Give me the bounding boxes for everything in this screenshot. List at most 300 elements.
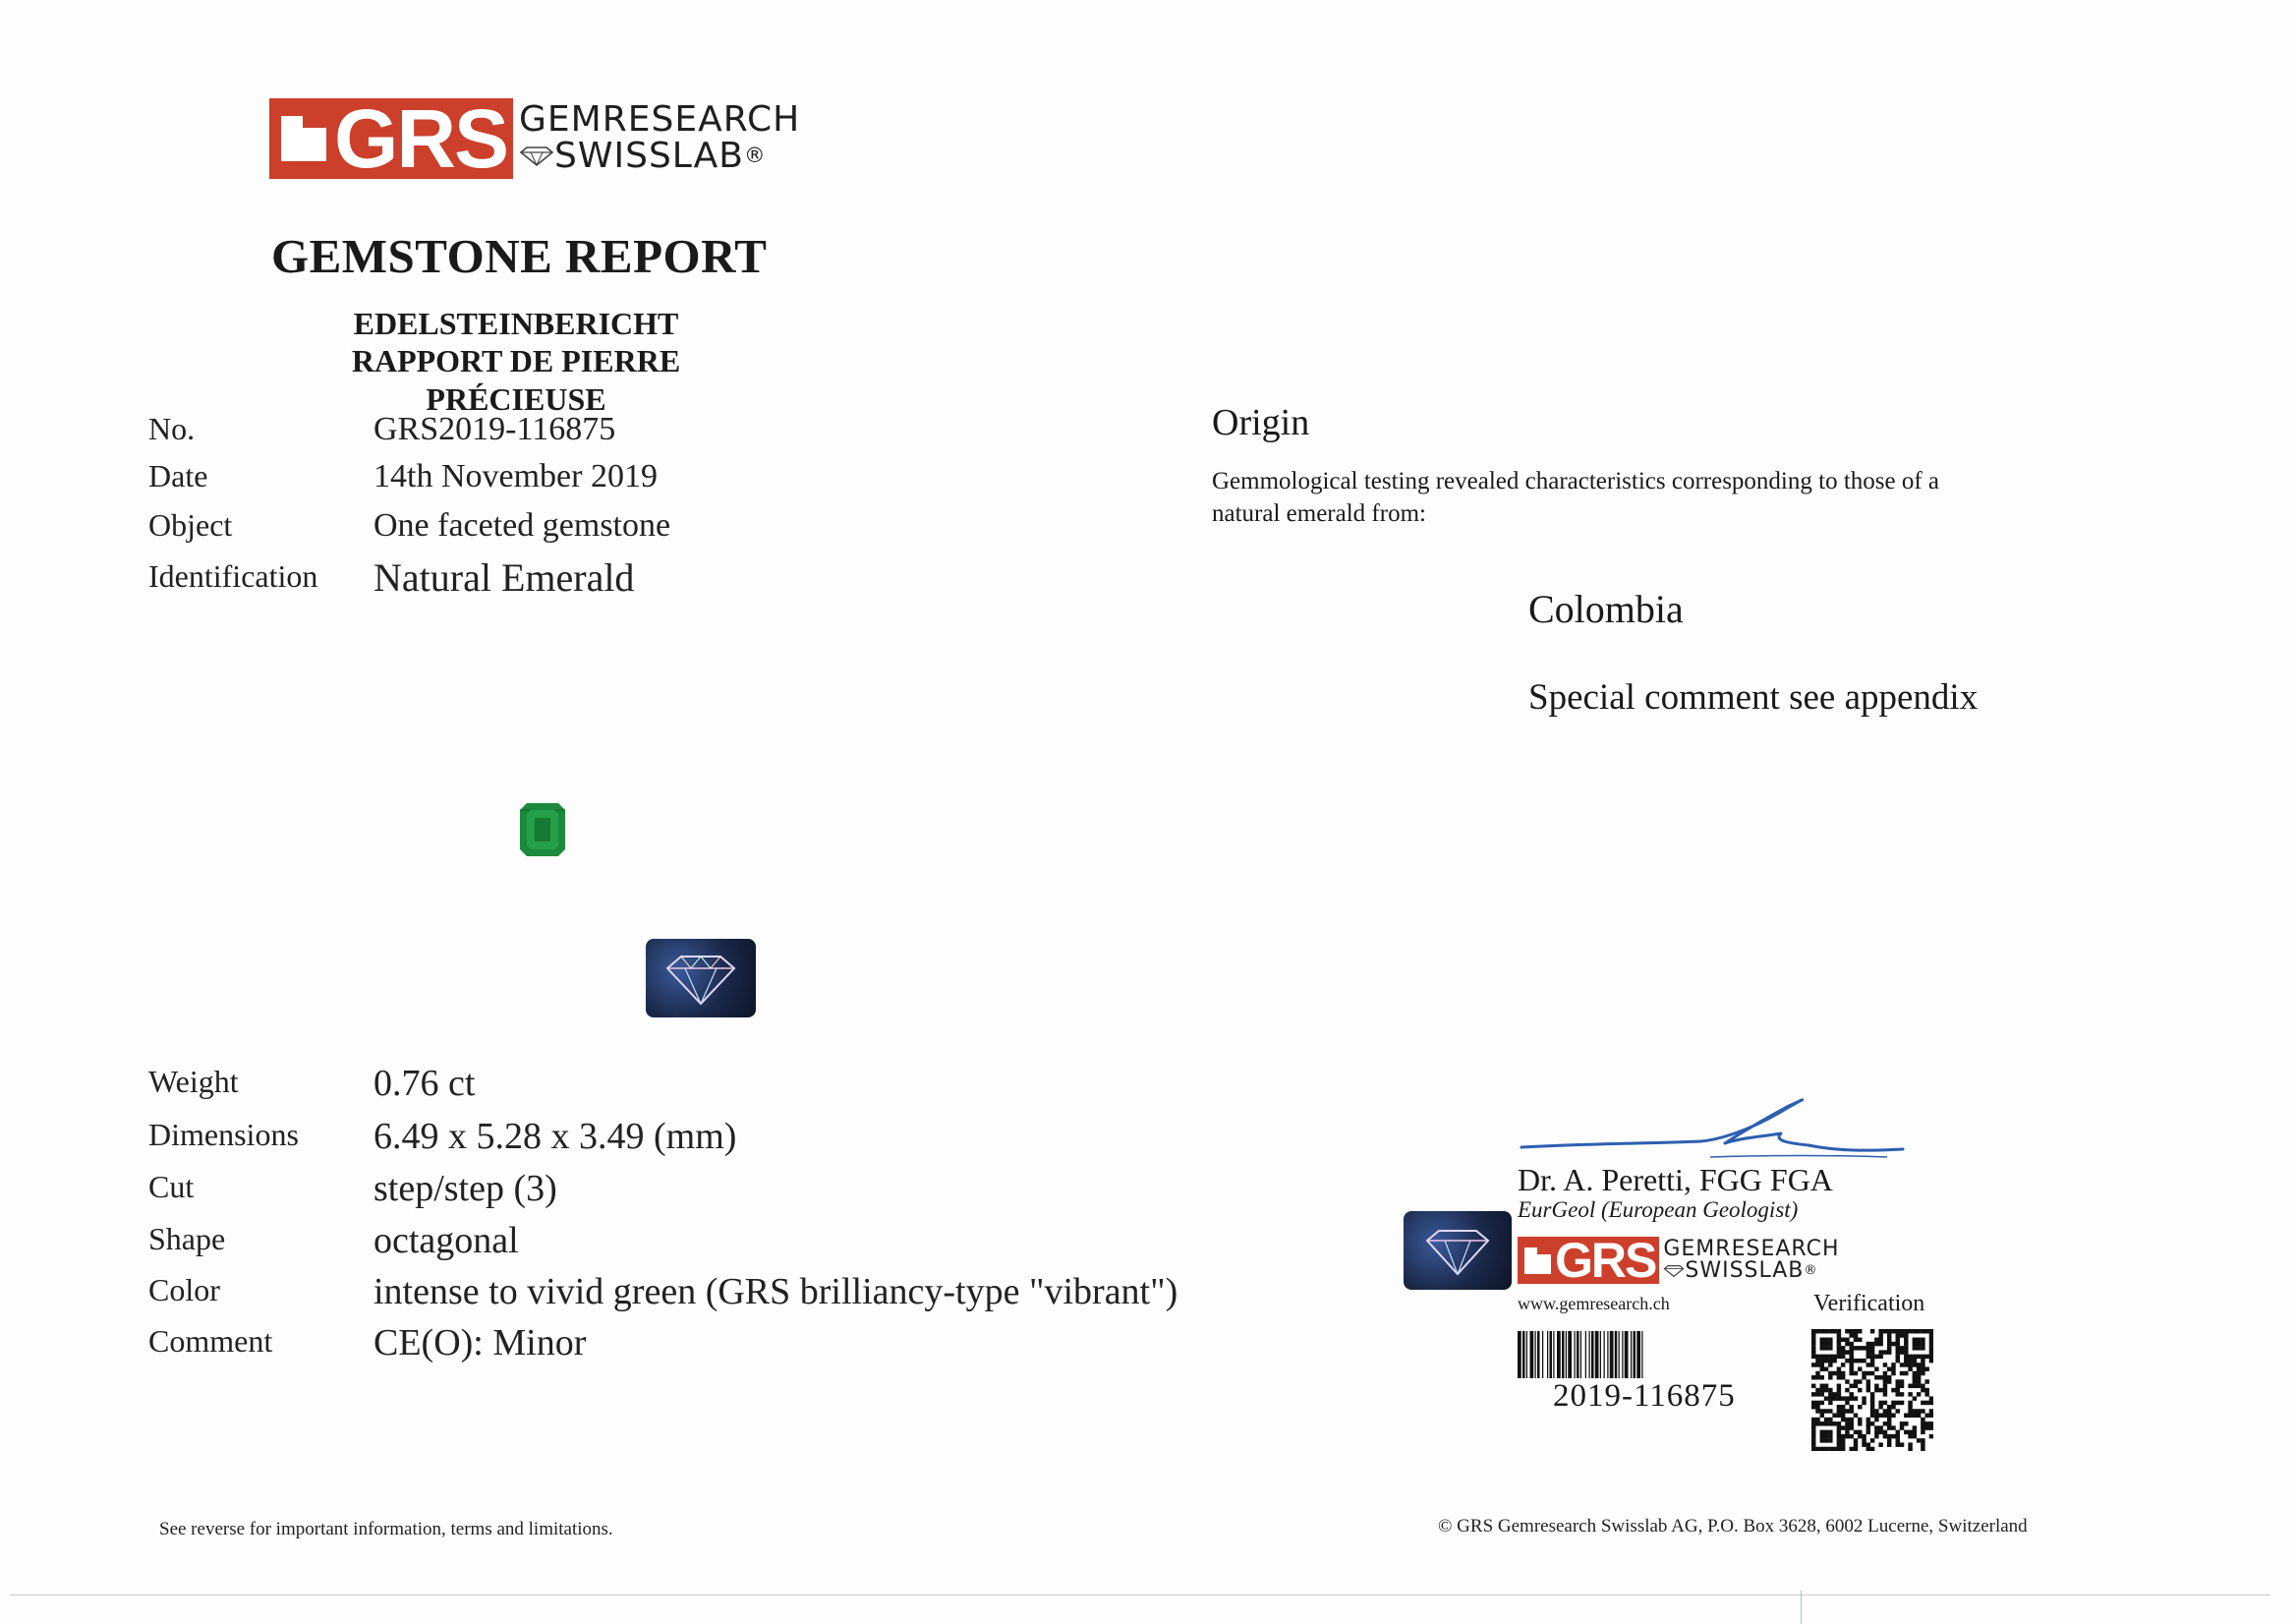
qr-module	[1878, 1405, 1882, 1409]
verification-qr-code[interactable]	[1811, 1329, 1933, 1451]
qr-module	[1874, 1388, 1878, 1392]
qr-module	[1854, 1442, 1858, 1446]
property-value: step/step (3)	[373, 1168, 557, 1209]
qr-module	[1924, 1392, 1928, 1396]
qr-module	[1849, 1418, 1853, 1421]
barcode-bar	[1634, 1331, 1636, 1378]
qr-module	[1866, 1350, 1870, 1354]
qr-module	[1824, 1409, 1828, 1413]
swiss-cross-icon	[1524, 1247, 1551, 1274]
qr-module	[1854, 1333, 1858, 1337]
qr-module	[1837, 1329, 1841, 1333]
grs-logo-words	[519, 99, 801, 176]
qr-module	[1924, 1329, 1928, 1333]
qr-module	[1896, 1401, 1900, 1405]
qr-module	[1837, 1388, 1841, 1392]
qr-module	[1904, 1329, 1908, 1333]
qr-module	[1837, 1355, 1841, 1359]
qr-module	[1811, 1363, 1815, 1366]
barcode-bar	[1518, 1331, 1521, 1378]
qr-module	[1913, 1338, 1917, 1342]
property-value: CE(O): Minor	[373, 1322, 587, 1363]
qr-module	[1921, 1355, 1924, 1359]
qr-module	[1820, 1414, 1824, 1418]
qr-module	[1908, 1442, 1912, 1446]
qr-module	[1904, 1355, 1908, 1359]
qr-module	[1887, 1379, 1891, 1383]
qr-module	[1904, 1346, 1908, 1350]
qr-module	[1929, 1421, 1933, 1425]
qr-module	[1896, 1388, 1900, 1392]
qr-module	[1870, 1371, 1874, 1375]
qr-module	[1820, 1363, 1824, 1366]
qr-module	[1862, 1438, 1866, 1442]
qr-module	[1849, 1405, 1853, 1409]
qr-module	[1908, 1355, 1912, 1359]
qr-module	[1832, 1371, 1836, 1375]
qr-module	[1929, 1425, 1933, 1429]
qr-module	[1904, 1430, 1908, 1434]
swiss-cross-icon	[281, 116, 326, 161]
logo-word-swisslab: SWISSLAB	[1685, 1258, 1805, 1283]
qr-module	[1866, 1384, 1870, 1388]
qr-module	[1878, 1442, 1882, 1446]
qr-module	[1824, 1346, 1828, 1350]
qr-module	[1841, 1425, 1845, 1429]
qr-module	[1891, 1414, 1895, 1418]
qr-module	[1921, 1409, 1924, 1413]
hologram-diamond-icon	[646, 939, 756, 1017]
barcode-bar	[1566, 1331, 1567, 1378]
qr-module	[1811, 1438, 1815, 1442]
qr-module	[1845, 1379, 1849, 1383]
diamond-icon	[1663, 1265, 1685, 1277]
qr-module	[1913, 1396, 1917, 1400]
qr-module	[1811, 1418, 1815, 1421]
qr-module	[1828, 1371, 1832, 1375]
qr-module	[1820, 1438, 1824, 1442]
qr-module	[1866, 1379, 1870, 1383]
property-label: Color	[148, 1272, 220, 1307]
qr-module	[1874, 1418, 1878, 1421]
qr-module	[1837, 1421, 1841, 1425]
qr-module	[1845, 1350, 1849, 1354]
qr-module	[1883, 1379, 1887, 1383]
qr-module	[1837, 1442, 1841, 1446]
qr-module	[1870, 1392, 1874, 1396]
qr-module	[1824, 1418, 1828, 1421]
qr-module	[1887, 1329, 1891, 1333]
qr-module	[1917, 1384, 1921, 1388]
qr-module	[1866, 1355, 1870, 1359]
property-value: octagonal	[373, 1220, 519, 1261]
barcode-bar	[1530, 1331, 1534, 1378]
qr-module	[1896, 1346, 1900, 1350]
qr-module	[1854, 1430, 1858, 1434]
qr-module	[1913, 1430, 1917, 1434]
qr-module	[1870, 1447, 1874, 1451]
qr-module	[1837, 1392, 1841, 1396]
qr-module	[1900, 1401, 1904, 1405]
qr-module	[1837, 1430, 1841, 1434]
qr-module	[1854, 1414, 1858, 1418]
qr-module	[1904, 1414, 1908, 1418]
property-label: Weight	[148, 1064, 239, 1099]
registered-mark: ®	[1804, 1263, 1818, 1279]
qr-module	[1815, 1447, 1819, 1451]
qr-module	[1870, 1346, 1874, 1350]
qr-module	[1891, 1363, 1895, 1366]
qr-module	[1845, 1329, 1849, 1333]
qr-module	[1924, 1355, 1928, 1359]
qr-module	[1896, 1434, 1900, 1438]
qr-module	[1837, 1338, 1841, 1342]
qr-module	[1828, 1421, 1832, 1425]
qr-module	[1820, 1338, 1824, 1342]
qr-module	[1924, 1421, 1928, 1425]
diamond-icon	[519, 146, 554, 166]
qr-module	[1841, 1414, 1845, 1418]
qr-module	[1824, 1384, 1828, 1388]
qr-module	[1828, 1338, 1832, 1342]
barcode-bar	[1641, 1331, 1642, 1378]
qr-module	[1921, 1384, 1924, 1388]
qr-module	[1896, 1338, 1900, 1342]
qr-module	[1908, 1366, 1912, 1370]
qr-module	[1858, 1329, 1862, 1333]
qr-module	[1870, 1414, 1874, 1418]
page-title: GEMSTONE REPORT	[271, 229, 768, 283]
qr-module	[1841, 1418, 1845, 1421]
qr-module	[1832, 1329, 1836, 1333]
qr-module	[1891, 1371, 1895, 1375]
qr-module	[1811, 1392, 1815, 1396]
barcode-bar	[1547, 1331, 1548, 1378]
qr-module	[1815, 1363, 1819, 1366]
barcode-bar	[1607, 1331, 1608, 1378]
qr-module	[1917, 1379, 1921, 1383]
page-subtitles	[265, 305, 767, 418]
qr-module	[1887, 1366, 1891, 1370]
qr-module	[1883, 1371, 1887, 1375]
qr-module	[1883, 1350, 1887, 1354]
qr-module	[1858, 1430, 1862, 1434]
grs-logo-words-small	[1663, 1236, 1840, 1283]
qr-module	[1820, 1342, 1824, 1346]
emerald-photo	[519, 802, 566, 857]
qr-module	[1849, 1366, 1853, 1370]
qr-module	[1811, 1425, 1815, 1429]
qr-module	[1854, 1438, 1858, 1442]
qr-module	[1929, 1414, 1933, 1418]
qr-module	[1896, 1384, 1900, 1388]
qr-module	[1917, 1363, 1921, 1366]
property-value: intense to vivid green (GRS brilliancy-type "vibrant")	[373, 1271, 1178, 1312]
qr-module	[1917, 1375, 1921, 1379]
qr-module	[1913, 1359, 1917, 1363]
qr-module	[1837, 1366, 1841, 1370]
qr-module	[1828, 1355, 1832, 1359]
qr-module	[1908, 1430, 1912, 1434]
qr-module	[1878, 1329, 1882, 1333]
qr-module	[1815, 1401, 1819, 1405]
qr-module	[1832, 1392, 1836, 1396]
footer-copyright: © GRS Gemresearch Swisslab AG, P.O. Box 3628, 6002 Lucerne, Switzerland	[1438, 1516, 2028, 1537]
qr-module	[1874, 1355, 1878, 1359]
qr-module	[1913, 1342, 1917, 1346]
qr-module	[1832, 1421, 1836, 1425]
subtitle-french: RAPPORT DE PIERRE PRÉCIEUSE	[351, 343, 681, 417]
barcode-bar	[1580, 1331, 1581, 1378]
barcode-bar	[1535, 1331, 1536, 1378]
qr-module	[1921, 1363, 1924, 1366]
qr-module	[1921, 1430, 1924, 1434]
qr-module	[1828, 1392, 1832, 1396]
qr-module	[1824, 1338, 1828, 1342]
qr-module	[1832, 1355, 1836, 1359]
qr-module	[1904, 1363, 1908, 1366]
barcode-bar	[1619, 1331, 1620, 1378]
origin-description: Gemmological testing revealed characteristics corresponding to those of a natural emerald from:	[1212, 468, 1940, 527]
qr-module	[1841, 1375, 1845, 1379]
qr-module	[1929, 1359, 1933, 1363]
qr-module	[1896, 1333, 1900, 1337]
qr-module	[1887, 1342, 1891, 1346]
qr-module	[1913, 1409, 1917, 1413]
qr-module	[1837, 1333, 1841, 1337]
barcode-bar	[1636, 1331, 1640, 1378]
qr-module	[1929, 1329, 1933, 1333]
qr-module	[1929, 1409, 1933, 1413]
qr-module	[1921, 1438, 1924, 1442]
qr-module	[1887, 1346, 1891, 1350]
qr-module	[1845, 1396, 1849, 1400]
small-hologram-diamond-icon	[1404, 1211, 1512, 1290]
qr-module	[1908, 1359, 1912, 1363]
qr-module	[1862, 1442, 1866, 1446]
qr-module	[1874, 1342, 1878, 1346]
qr-module	[1862, 1375, 1866, 1379]
qr-module	[1815, 1329, 1819, 1333]
qr-module	[1811, 1442, 1815, 1446]
qr-module	[1883, 1363, 1887, 1366]
signatory-name: Dr. A. Peretti, FGG FGA	[1518, 1162, 1833, 1197]
qr-module	[1896, 1442, 1900, 1446]
qr-module	[1845, 1409, 1849, 1413]
qr-module	[1874, 1375, 1878, 1379]
qr-module	[1841, 1447, 1845, 1451]
qr-module	[1929, 1350, 1933, 1354]
qr-module	[1878, 1401, 1882, 1405]
qr-module	[1837, 1409, 1841, 1413]
qr-module	[1820, 1434, 1824, 1438]
qr-module	[1913, 1371, 1917, 1375]
qr-module	[1858, 1379, 1862, 1383]
qr-module	[1908, 1363, 1912, 1366]
barcode-bar	[1537, 1331, 1540, 1378]
qr-module	[1845, 1430, 1849, 1434]
detail-label: Date	[148, 458, 208, 493]
qr-module	[1891, 1434, 1895, 1438]
qr-module	[1828, 1418, 1832, 1421]
qr-module	[1828, 1342, 1832, 1346]
qr-module	[1845, 1434, 1849, 1438]
barcode-bar	[1600, 1331, 1601, 1378]
verification-label: Verification	[1813, 1291, 1925, 1316]
qr-module	[1837, 1447, 1841, 1451]
qr-module	[1900, 1333, 1904, 1337]
qr-module	[1837, 1346, 1841, 1350]
qr-module	[1891, 1405, 1895, 1409]
qr-module	[1820, 1366, 1824, 1370]
qr-module	[1891, 1401, 1895, 1405]
qr-module	[1845, 1338, 1849, 1342]
qr-module	[1887, 1434, 1891, 1438]
qr-module	[1858, 1338, 1862, 1342]
qr-module	[1824, 1359, 1828, 1363]
qr-module	[1900, 1392, 1904, 1396]
qr-module	[1845, 1418, 1849, 1421]
qr-module	[1841, 1346, 1845, 1350]
qr-module	[1878, 1342, 1882, 1346]
qr-module	[1900, 1442, 1904, 1446]
qr-module	[1891, 1342, 1895, 1346]
qr-module	[1900, 1329, 1904, 1333]
barcode-bar	[1615, 1331, 1618, 1378]
qr-module	[1841, 1434, 1845, 1438]
qr-module	[1858, 1434, 1862, 1438]
barcode-bar	[1575, 1331, 1576, 1378]
qr-module	[1924, 1425, 1928, 1429]
qr-module	[1828, 1401, 1832, 1405]
qr-module	[1828, 1359, 1832, 1363]
qr-module	[1891, 1425, 1895, 1429]
qr-module	[1854, 1396, 1858, 1400]
qr-module	[1900, 1346, 1904, 1350]
qr-module	[1820, 1388, 1824, 1392]
qr-module	[1828, 1363, 1832, 1366]
qr-module	[1904, 1333, 1908, 1337]
qr-module	[1917, 1409, 1921, 1413]
barcode-bar	[1550, 1331, 1553, 1378]
qr-module	[1824, 1366, 1828, 1370]
logo-word-gemresearch: GEMRESEARCH	[1663, 1236, 1840, 1261]
qr-module	[1896, 1409, 1900, 1413]
qr-module	[1837, 1396, 1841, 1400]
qr-module	[1887, 1442, 1891, 1446]
barcode-bar	[1625, 1331, 1629, 1378]
qr-module	[1815, 1418, 1819, 1421]
qr-module	[1815, 1392, 1819, 1396]
qr-module	[1837, 1350, 1841, 1354]
qr-module	[1878, 1425, 1882, 1429]
qr-module	[1815, 1388, 1819, 1392]
qr-module	[1887, 1425, 1891, 1429]
qr-module	[1828, 1434, 1832, 1438]
footer-disclaimer: See reverse for important information, terms and limitations.	[159, 1519, 613, 1539]
qr-module	[1837, 1414, 1841, 1418]
qr-module	[1908, 1384, 1912, 1388]
qr-module	[1917, 1346, 1921, 1350]
detail-label: Object	[148, 507, 233, 543]
qr-module	[1828, 1396, 1832, 1400]
qr-module	[1870, 1396, 1874, 1400]
qr-module	[1824, 1447, 1828, 1451]
qr-module	[1929, 1338, 1933, 1342]
qr-module	[1887, 1421, 1891, 1425]
grs-logo-small	[1518, 1233, 1840, 1288]
qr-module	[1849, 1421, 1853, 1425]
qr-module	[1887, 1438, 1891, 1442]
qr-module	[1883, 1375, 1887, 1379]
qr-module	[1883, 1384, 1887, 1388]
qr-module	[1820, 1430, 1824, 1434]
barcode-bar	[1589, 1331, 1590, 1378]
grs-logo-mark-small	[1518, 1233, 1659, 1288]
qr-module	[1866, 1371, 1870, 1375]
qr-module	[1900, 1371, 1904, 1375]
qr-module	[1883, 1414, 1887, 1418]
qr-module	[1921, 1442, 1924, 1446]
small-hologram-seal	[1404, 1211, 1512, 1290]
qr-module	[1908, 1434, 1912, 1438]
qr-module	[1854, 1447, 1858, 1451]
qr-module	[1828, 1329, 1832, 1333]
qr-module	[1811, 1405, 1815, 1409]
qr-module	[1837, 1371, 1841, 1375]
qr-module	[1815, 1421, 1819, 1425]
fold-mark	[1801, 1591, 1802, 1624]
qr-module	[1887, 1333, 1891, 1337]
qr-module	[1828, 1388, 1832, 1392]
qr-module	[1929, 1355, 1933, 1359]
qr-module	[1866, 1346, 1870, 1350]
qr-module	[1858, 1366, 1862, 1370]
qr-module	[1858, 1359, 1862, 1363]
qr-module	[1849, 1371, 1853, 1375]
qr-module	[1870, 1438, 1874, 1442]
qr-module	[1866, 1363, 1870, 1366]
qr-module	[1866, 1342, 1870, 1346]
qr-module	[1845, 1342, 1849, 1346]
qr-module	[1929, 1396, 1933, 1400]
qr-module	[1837, 1438, 1841, 1442]
qr-module	[1811, 1346, 1815, 1350]
qr-module	[1896, 1392, 1900, 1396]
hologram-seal	[646, 939, 756, 1017]
qr-module	[1854, 1329, 1858, 1333]
qr-module	[1908, 1414, 1912, 1418]
qr-module	[1883, 1401, 1887, 1405]
qr-module	[1921, 1371, 1924, 1375]
barcode-number: 2019-116875	[1553, 1378, 1736, 1414]
detail-label: No.	[148, 411, 196, 446]
qr-module	[1874, 1338, 1878, 1342]
qr-module	[1820, 1392, 1824, 1396]
barcode-bar	[1522, 1331, 1525, 1378]
qr-module	[1832, 1414, 1836, 1418]
barcode-bar	[1610, 1331, 1614, 1378]
qr-module	[1891, 1329, 1895, 1333]
qr-module	[1896, 1350, 1900, 1354]
grs-logo-text: GRS	[334, 91, 508, 185]
qr-module	[1929, 1346, 1933, 1350]
qr-module	[1815, 1375, 1819, 1379]
qr-module	[1828, 1346, 1832, 1350]
qr-module	[1862, 1434, 1866, 1438]
detail-label: Identification	[148, 558, 318, 594]
barcode-bar	[1562, 1331, 1565, 1378]
